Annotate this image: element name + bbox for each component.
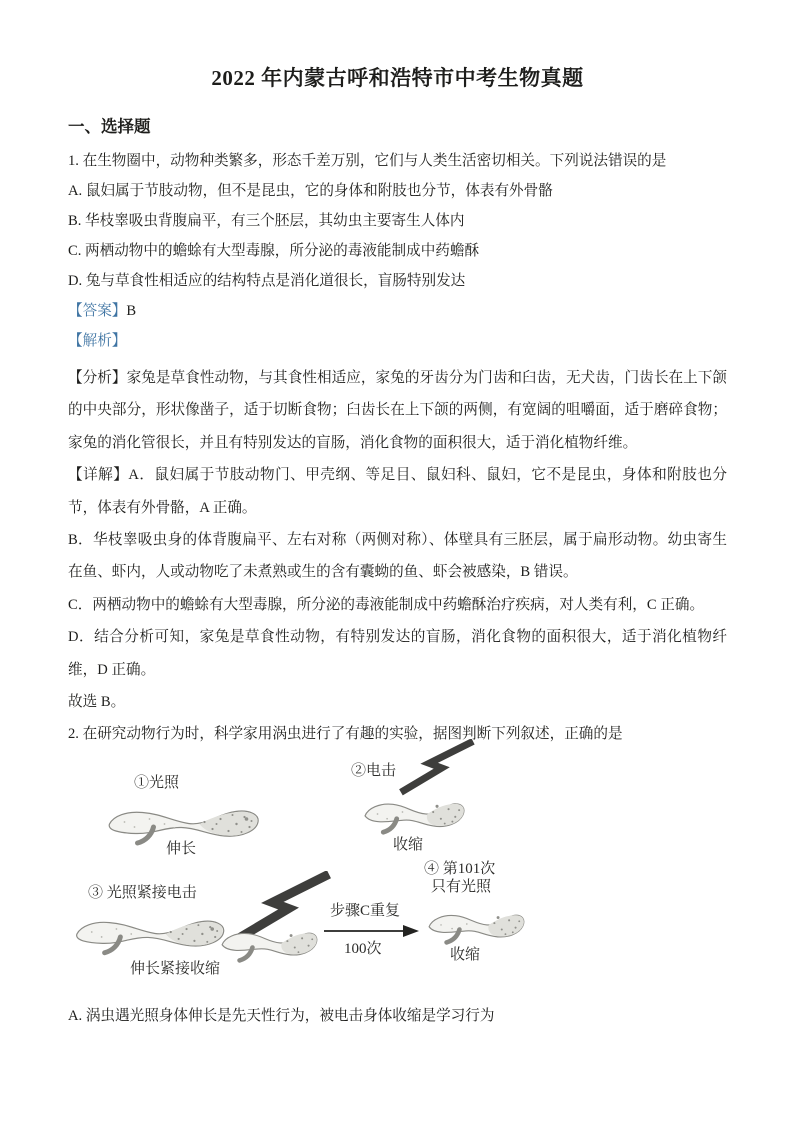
step3-result-label: 伸长紧接收缩 [130,960,221,977]
q1-option-d: D. 兔与草食性相适应的结构特点是消化道很长，盲肠特别发达 [68,273,466,289]
q2-stem: 2. 在研究动物行为时，科学家用涡虫进行了有趣的实验，据图判断下列叙述，正确的是 [68,726,623,743]
page-title: 2022 年内蒙古呼和浩特市中考生物真题 [211,66,584,90]
step3-label: ③ 光照紧接电击 [88,884,197,901]
worm-elongated-icon [72,906,230,958]
detail-label: 【详解】 [68,467,129,484]
answer-tag: 【答案】 [68,303,127,319]
analysis-tag: 【解析】 [68,333,127,349]
q1-detail-paragraph-c: C．两栖动物中的蟾蜍有大型毒腺，所分泌的毒液能制成中药蟾酥治疗疾病，对人类有利，C 正确。 [68,596,705,613]
q2-option-a: A. 涡虫遇光照身体伸长是先天性行为，被电击身体收缩是学习行为 [68,1007,495,1024]
step4-label-line1: ④ 第101次 [424,860,496,877]
analysis-text: 家兔是草食性动物，与其食性相适应，家兔的牙齿分为门齿和臼齿，无犬齿，门齿长在上下颌的中央部分，形状像凿子，适于切断食物；臼齿长在上下颌的两侧，有宽阔的咀嚼面，适于磨碎食物；家兔的消化管很长，并且有特别发达的盲肠，消化食物的面积很大，适于消化植物纤维。 [68,370,727,451]
q1-detail-paragraph-d: D．结合分析可知，家兔是草食性动物，有特别发达的盲肠，消化食物的面积很大，适于消化植物纤维，D 正确。 [68,629,727,678]
q1-option-b: B. 华枝睾吸虫背腹扁平，有三个胚层，其幼虫主要寄生人体内 [68,213,465,229]
repeat-arrow-bottom-label: 100次 [344,940,382,957]
worm-contracted-icon [360,789,468,837]
q1-analysis-paragraph [68,362,727,459]
step1-label: ①光照 [134,774,180,791]
detail-text-a: A．鼠妇属于节肢动物门、甲壳纲、等足目、鼠妇科、鼠妇，它不是昆虫，身体和附肢也分节，体表有外骨骼，A 正确。 [68,467,727,516]
section-heading: 一、选择题 [68,117,151,136]
q1-detail-paragraph-b: B．华枝睾吸虫身的体背腹扁平、左右对称（两侧对称）、体壁具有三胚层，属于扁形动物。幼虫寄生在鱼、虾内，人或动物吃了未煮熟或生的含有囊蚴的鱼、虾会被感染，B 错误。 [68,532,727,581]
answer-value: B [126,303,137,319]
arrow-right-icon [324,923,420,939]
q1-answer-line [68,296,727,326]
worm-contracted-icon [418,901,534,947]
worm-contracted-icon [216,919,322,965]
step1-result-label: 伸长 [166,840,197,857]
q1-conclusion: 故选 B。 [68,694,126,711]
document-content [68,0,727,1031]
q1-option-a: A. 鼠妇属于节肢动物，但不是昆虫，它的身体和附肢也分节，体表有外骨骼 [68,183,553,199]
worm-elongated-icon [102,797,267,847]
step2-label: ②电击 [351,762,397,779]
step4-result-label: 收缩 [450,946,481,963]
q1-analysis-tag-line [68,326,727,356]
q1-stem: 1. 在生物圈中，动物种类繁多，形态千差万别，它们与人类生活密切相关。下列说法错误的是 [68,153,667,169]
q1-detail-paragraph-a [68,459,727,524]
q2-experiment-figure [68,753,708,985]
repeat-arrow-top-label: 步骤C重复 [330,902,401,919]
step4-label-line2: 只有光照 [431,878,492,895]
analysis-label: 【分析】 [68,370,127,386]
step2-result-label: 收缩 [393,836,424,853]
q1-option-c: C. 两栖动物中的蟾蜍有大型毒腺，所分泌的毒液能制成中药蟾酥 [68,243,480,259]
